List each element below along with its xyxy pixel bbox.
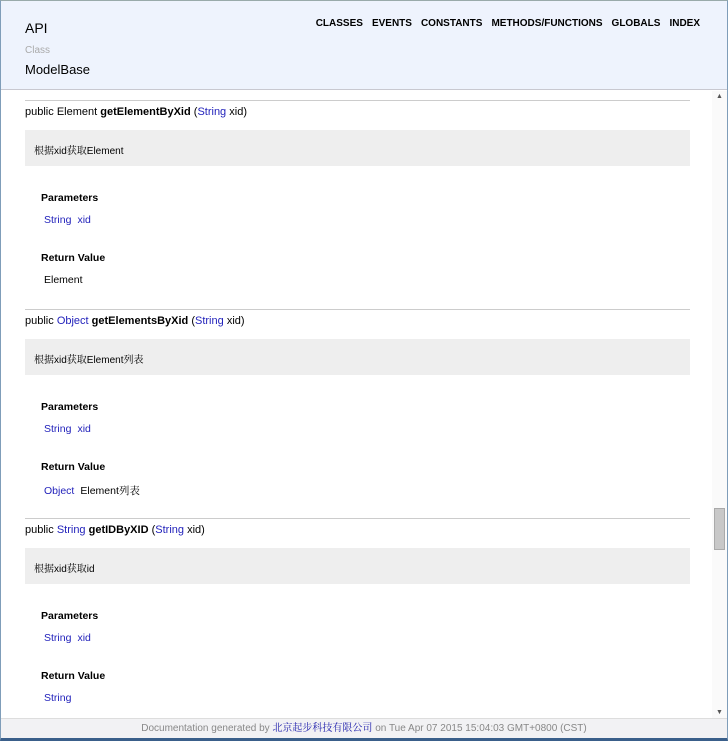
parameters-heading: Parameters bbox=[41, 610, 99, 622]
api-title: API bbox=[25, 20, 48, 36]
param-name: xid bbox=[226, 315, 241, 327]
modifier: public bbox=[25, 106, 54, 118]
parameter-name: xid bbox=[77, 423, 91, 435]
method-name: getElementByXid bbox=[100, 106, 191, 118]
return-value-heading: Return Value bbox=[41, 252, 106, 264]
parameter-row bbox=[44, 423, 690, 435]
return-value-heading: Return Value bbox=[41, 670, 106, 682]
param-type-link[interactable]: String bbox=[197, 106, 227, 118]
param-name: xid bbox=[229, 106, 244, 118]
scroll-down-icon[interactable]: ▼ bbox=[716, 709, 723, 716]
parameter-name: xid bbox=[77, 632, 91, 644]
method-block bbox=[25, 518, 690, 704]
method-signature: public Element getElementByXid (String xid) bbox=[25, 106, 247, 118]
return-value-heading: Return Value bbox=[41, 461, 106, 473]
method-name: getIDByXID bbox=[88, 524, 149, 536]
return-value-type: Element bbox=[44, 274, 83, 286]
return-value-type[interactable]: Object bbox=[44, 485, 75, 497]
nav-methods-functions[interactable]: METHODS/FUNCTIONS bbox=[491, 18, 603, 29]
return-type: Element bbox=[56, 106, 98, 118]
content-area bbox=[1, 91, 712, 718]
parameters-heading: Parameters bbox=[41, 192, 99, 204]
return-row bbox=[44, 483, 690, 498]
method-signature: public String getIDByXID (String xid) bbox=[25, 524, 205, 536]
parameter-row bbox=[44, 632, 690, 644]
parameter-type[interactable]: String bbox=[44, 214, 72, 226]
scrollbar-thumb[interactable] bbox=[714, 508, 725, 550]
method-block bbox=[25, 100, 690, 286]
nav-classes[interactable]: CLASSES bbox=[315, 18, 363, 29]
param-type-link[interactable]: String bbox=[195, 315, 224, 327]
parameter-type[interactable]: String bbox=[44, 632, 72, 644]
footer-company-link[interactable]: 北京起步科技有限公司 bbox=[272, 723, 373, 734]
page-header bbox=[1, 1, 727, 90]
nav-constants[interactable]: CONSTANTS bbox=[420, 18, 483, 29]
return-type[interactable]: String bbox=[56, 524, 86, 536]
method-signature: public Object getElementsByXid (String xid) bbox=[25, 315, 245, 327]
return-description: Element列表 bbox=[80, 485, 140, 497]
method-name: getElementsByXid bbox=[91, 315, 189, 327]
modifier: public bbox=[25, 524, 54, 536]
return-row bbox=[44, 692, 690, 704]
kind-label: Class bbox=[25, 45, 51, 56]
scroll-up-icon[interactable]: ▲ bbox=[716, 93, 723, 100]
param-name: xid bbox=[187, 524, 202, 536]
class-name: ModelBase bbox=[25, 62, 91, 77]
method-description: 根据xid获取id bbox=[25, 548, 690, 584]
top-nav bbox=[316, 18, 700, 29]
nav-index[interactable]: INDEX bbox=[669, 18, 700, 29]
method-block bbox=[25, 309, 690, 498]
parameter-name: xid bbox=[77, 214, 91, 226]
parameter-type[interactable]: String bbox=[44, 423, 72, 435]
method-description: 根据xid获取Element bbox=[25, 130, 690, 166]
parameters-heading: Parameters bbox=[41, 401, 99, 413]
return-type[interactable]: Object bbox=[56, 315, 89, 327]
param-type-link[interactable]: String bbox=[155, 524, 185, 536]
return-value-type[interactable]: String bbox=[44, 692, 72, 704]
modifier: public bbox=[25, 315, 54, 327]
parameter-row bbox=[44, 214, 690, 226]
method-description: 根据xid获取Element列表 bbox=[25, 339, 690, 375]
footer-date: on Tue Apr 07 2015 15:04:03 GMT+0800 (CST) bbox=[375, 723, 587, 734]
vertical-scrollbar[interactable] bbox=[712, 91, 727, 718]
footer bbox=[1, 718, 727, 738]
return-row bbox=[44, 274, 690, 286]
nav-globals[interactable]: GLOBALS bbox=[611, 18, 661, 29]
footer-text: Documentation generated by bbox=[141, 723, 270, 734]
nav-events[interactable]: EVENTS bbox=[371, 18, 412, 29]
